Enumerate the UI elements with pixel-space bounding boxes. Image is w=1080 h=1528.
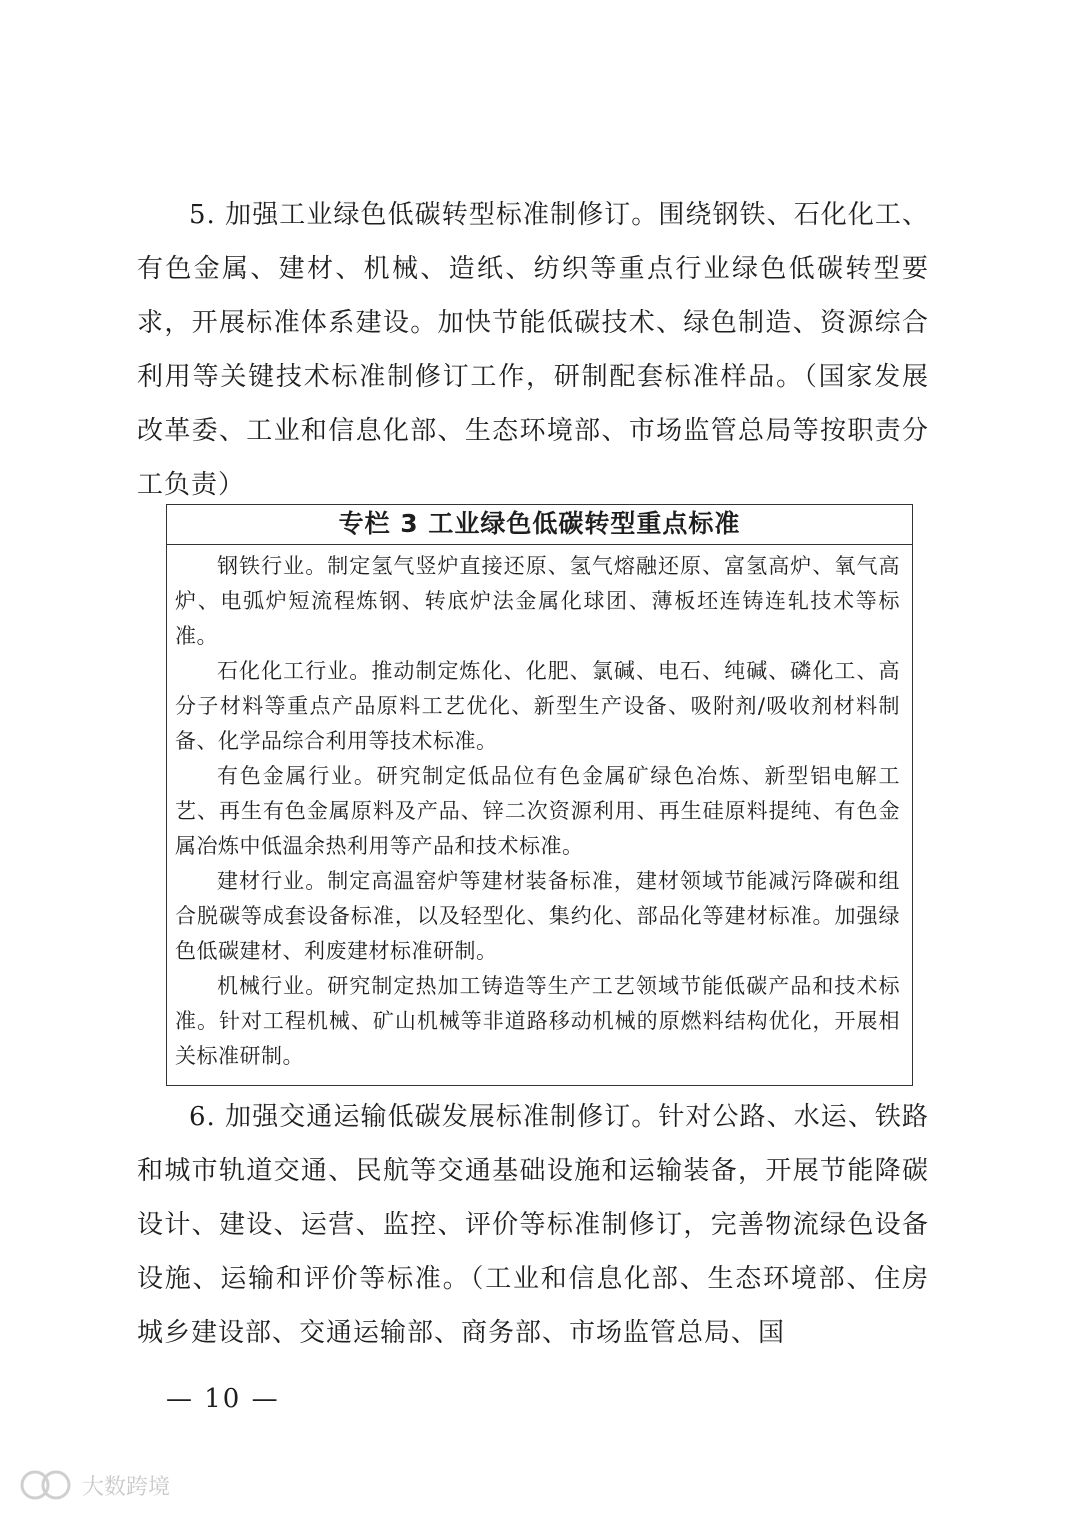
column-box <box>166 504 913 1086</box>
paragraph-item-6: 6. 加强交通运输低碳发展标准制修订。针对公路、水运、铁路和城市轨道交通、民航等交通基础设施和运输装备，开展节能降碳设计、建设、运营、监控、评价等标准制修订，完善物流绿色设备设施、运输和评价等标准。（工业和信息化部、生态环境部、住房城乡建设部、交通运输部、商务部、市场监管总局、国 <box>137 1102 929 1348</box>
watermark-logo-icon <box>18 1468 76 1502</box>
column-item-machinery: 机械行业。研究制定热加工铸造等生产工艺领域节能低碳产品和技术标准。针对工程机械、矿山机械等非道路移动机械的原燃料结构优化，开展相关标准研制。 <box>175 974 900 1068</box>
paragraph-item-5: 5. 加强工业绿色低碳转型标准制修订。围绕钢铁、石化化工、有色金属、建材、机械、造纸、纺织等重点行业绿色低碳转型要求，开展标准体系建设。加快节能低碳技术、绿色制造、资源综合利用等关键技术标准制修订工作，研制配套标准样品。（国家发展改革委、工业和信息化部、生态环境部、市场监管总局等按职责分工负责） <box>137 200 929 500</box>
watermark <box>18 1468 170 1502</box>
column-box-body <box>167 545 912 1074</box>
column-item-nonferrous: 有色金属行业。研究制定低品位有色金属矿绿色冶炼、新型铝电解工艺、再生有色金属原料及产品、锌二次资源利用、再生硅原料提纯、有色金属冶炼中低温余热利用等产品和技术标准。 <box>175 764 900 858</box>
column-item-petrochemical: 石化化工行业。推动制定炼化、化肥、氯碱、电石、纯碱、磷化工、高分子材料等重点产品原料工艺优化、新型生产设备、吸附剂/吸收剂材料制备、化学品综合利用等技术标准。 <box>175 659 900 753</box>
page-number: — 10 — <box>166 1384 280 1414</box>
watermark-text: 大数跨境 <box>82 1474 171 1500</box>
column-box-title: 专栏 3 工业绿色低碳转型重点标准 <box>167 505 912 545</box>
column-item-steel: 钢铁行业。制定氢气竖炉直接还原、氢气熔融还原、富氢高炉、氧气高炉、电弧炉短流程炼钢、转底炉法金属化球团、薄板坯连铸连轧技术等标准。 <box>175 554 900 648</box>
column-item-building-materials: 建材行业。制定高温窑炉等建材装备标准，建材领域节能减污降碳和组合脱碳等成套设备标准，以及轻型化、集约化、部品化等建材标准。加强绿色低碳建材、利废建材标准研制。 <box>175 869 900 963</box>
